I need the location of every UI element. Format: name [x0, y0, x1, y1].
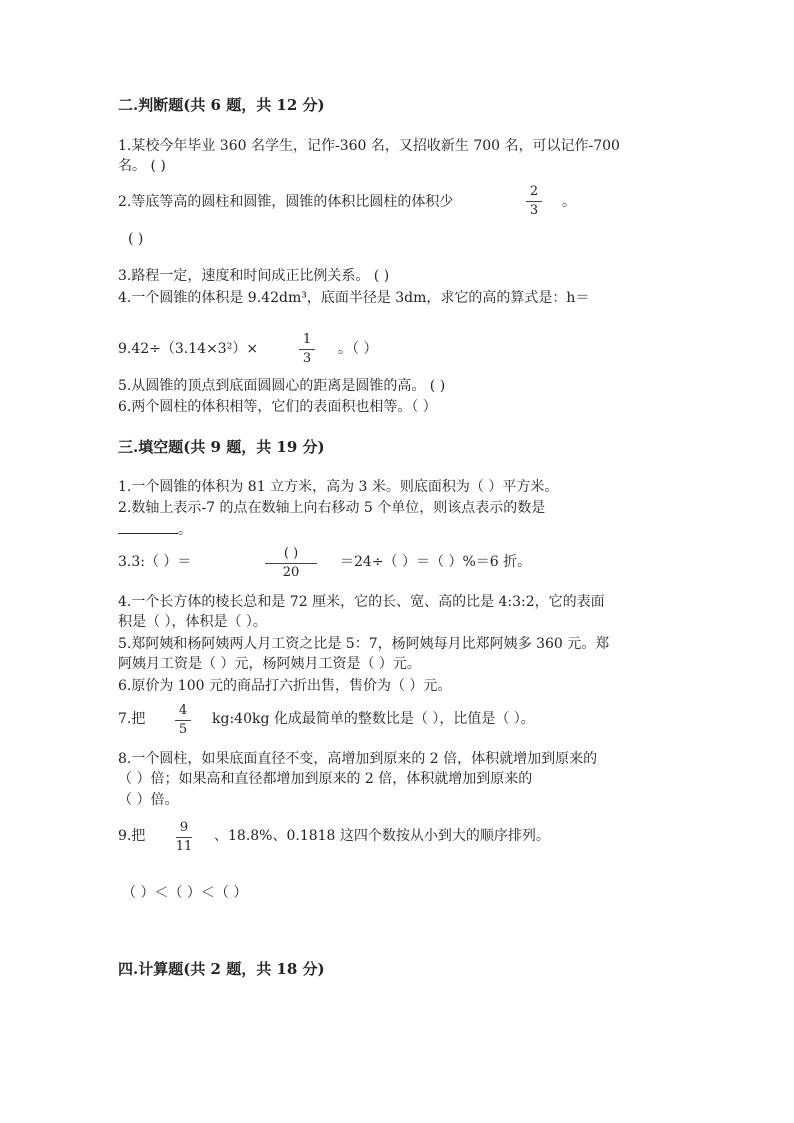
section-heading-judge: 二.判断题(共 6 题，共 12 分): [118, 96, 325, 114]
judge-q4-end: 。（ ）: [338, 341, 378, 357]
judge-q6: 6.两个圆柱的体积相等，它们的表面积也相等。（ ）: [118, 399, 437, 415]
fraction-bar: [299, 349, 315, 350]
fill-q7-start: 7.把: [118, 711, 146, 727]
fill-q7-end: kg:40kg 化成最简单的整数比是（ ），比值是（ ）。: [212, 711, 535, 727]
judge-q4-line1: 4.一个圆锥的体积是 9.42dm³，底面半径是 3dm，求它的高的算式是：h＝: [118, 290, 590, 306]
fraction-denominator: 3: [302, 351, 312, 366]
judge-q5: 5.从圆锥的顶点到底面圆圆心的距离是圆锥的高。 ( ): [118, 378, 446, 394]
fraction-denominator: 5: [178, 722, 188, 737]
fraction-numerator: 2: [529, 184, 539, 199]
fill-q9-fraction: [176, 820, 192, 854]
judge-q2-fraction: [526, 184, 542, 218]
fill-q5-line2: 阿姨月工资是（ ）元，杨阿姨月工资是（ ）元。: [118, 656, 421, 672]
fraction-bar: [265, 563, 317, 564]
section-heading-calc: 四.计算题(共 2 题，共 18 分): [118, 960, 325, 978]
fraction-denominator: 11: [175, 839, 193, 854]
fraction-numerator: ( ): [283, 546, 299, 561]
fraction-denominator: 20: [282, 565, 300, 580]
judge-q2-paren: ( ): [128, 231, 144, 247]
fill-q9-answer: （ ）＜（ ）＜（ ）: [122, 885, 248, 901]
fill-q1: 1.一个圆锥的体积为 81 立方米，高为 3 米。则底面积为（ ）平方米。: [118, 479, 559, 495]
fill-q5-line1: 5.郑阿姨和杨阿姨两人月工资之比是 5：7，杨阿姨每月比郑阿姨多 360 元。郑: [118, 636, 610, 652]
judge-q1-line2: 名。 ( ): [118, 158, 166, 174]
fill-q7-fraction: [175, 703, 191, 737]
fraction-numerator: 4: [178, 703, 188, 718]
fraction-bar: [175, 720, 191, 721]
fill-q3-start: 3.3:（ ）＝: [118, 554, 192, 570]
judge-q2-end: 。: [562, 194, 576, 210]
fraction-denominator: 3: [529, 203, 539, 218]
fill-q9-start: 9.把: [118, 828, 146, 844]
fill-q8-line2: （ ）倍；如果高和直径都增加到原来的 2 倍，体积就增加到原来的: [118, 771, 533, 787]
fill-q6: 6.原价为 100 元的商品打六折出售，售价为（ ）元。: [118, 678, 452, 694]
section-heading-fill: 三.填空题(共 9 题，共 19 分): [118, 438, 325, 456]
fill-q4-line1: 4.一个长方体的棱长总和是 72 厘米，它的长、宽、高的比是 4:3:2，它的表面: [118, 594, 605, 610]
fill-q4-line2: 积是（ ），体积是（ ）。: [118, 614, 267, 630]
fraction-bar: [526, 201, 542, 202]
fill-q2-line1: 2.数轴上表示-7 的点在数轴上向右移动 5 个单位，则该点表示的数是: [118, 500, 546, 516]
fill-q9-end: 、18.8%、0.1818 这四个数按从小到大的顺序排列。: [214, 828, 550, 844]
fill-q8-line3: （ ）倍。: [118, 792, 179, 808]
answer-blank: [118, 519, 178, 534]
judge-q4-fraction: [299, 332, 315, 366]
judge-q1-line1: 1.某校今年毕业 360 名学生，记作-360 名，又招收新生 700 名，可以记作-700: [118, 138, 620, 154]
fill-q2-end: 。: [178, 522, 192, 538]
fill-q2-line2: [118, 519, 192, 539]
judge-q2-text: 2.等底等高的圆柱和圆锥，圆锥的体积比圆柱的体积少: [118, 194, 454, 210]
judge-q4-expr: 9.42÷（3.14×3²）×: [118, 341, 259, 357]
fraction-bar: [176, 837, 192, 838]
fill-q3-end: ＝24÷（ ）＝（ ）%＝6 折。: [340, 554, 532, 570]
fraction-numerator: 1: [302, 332, 312, 347]
judge-q3: 3.路程一定，速度和时间成正比例关系。 ( ): [118, 268, 390, 284]
fill-q8-line1: 8.一个圆柱，如果底面直径不变，高增加到原来的 2 倍，体积就增加到原来的: [118, 751, 598, 767]
fraction-numerator: 9: [179, 820, 189, 835]
fill-q3-fraction: [265, 546, 317, 580]
